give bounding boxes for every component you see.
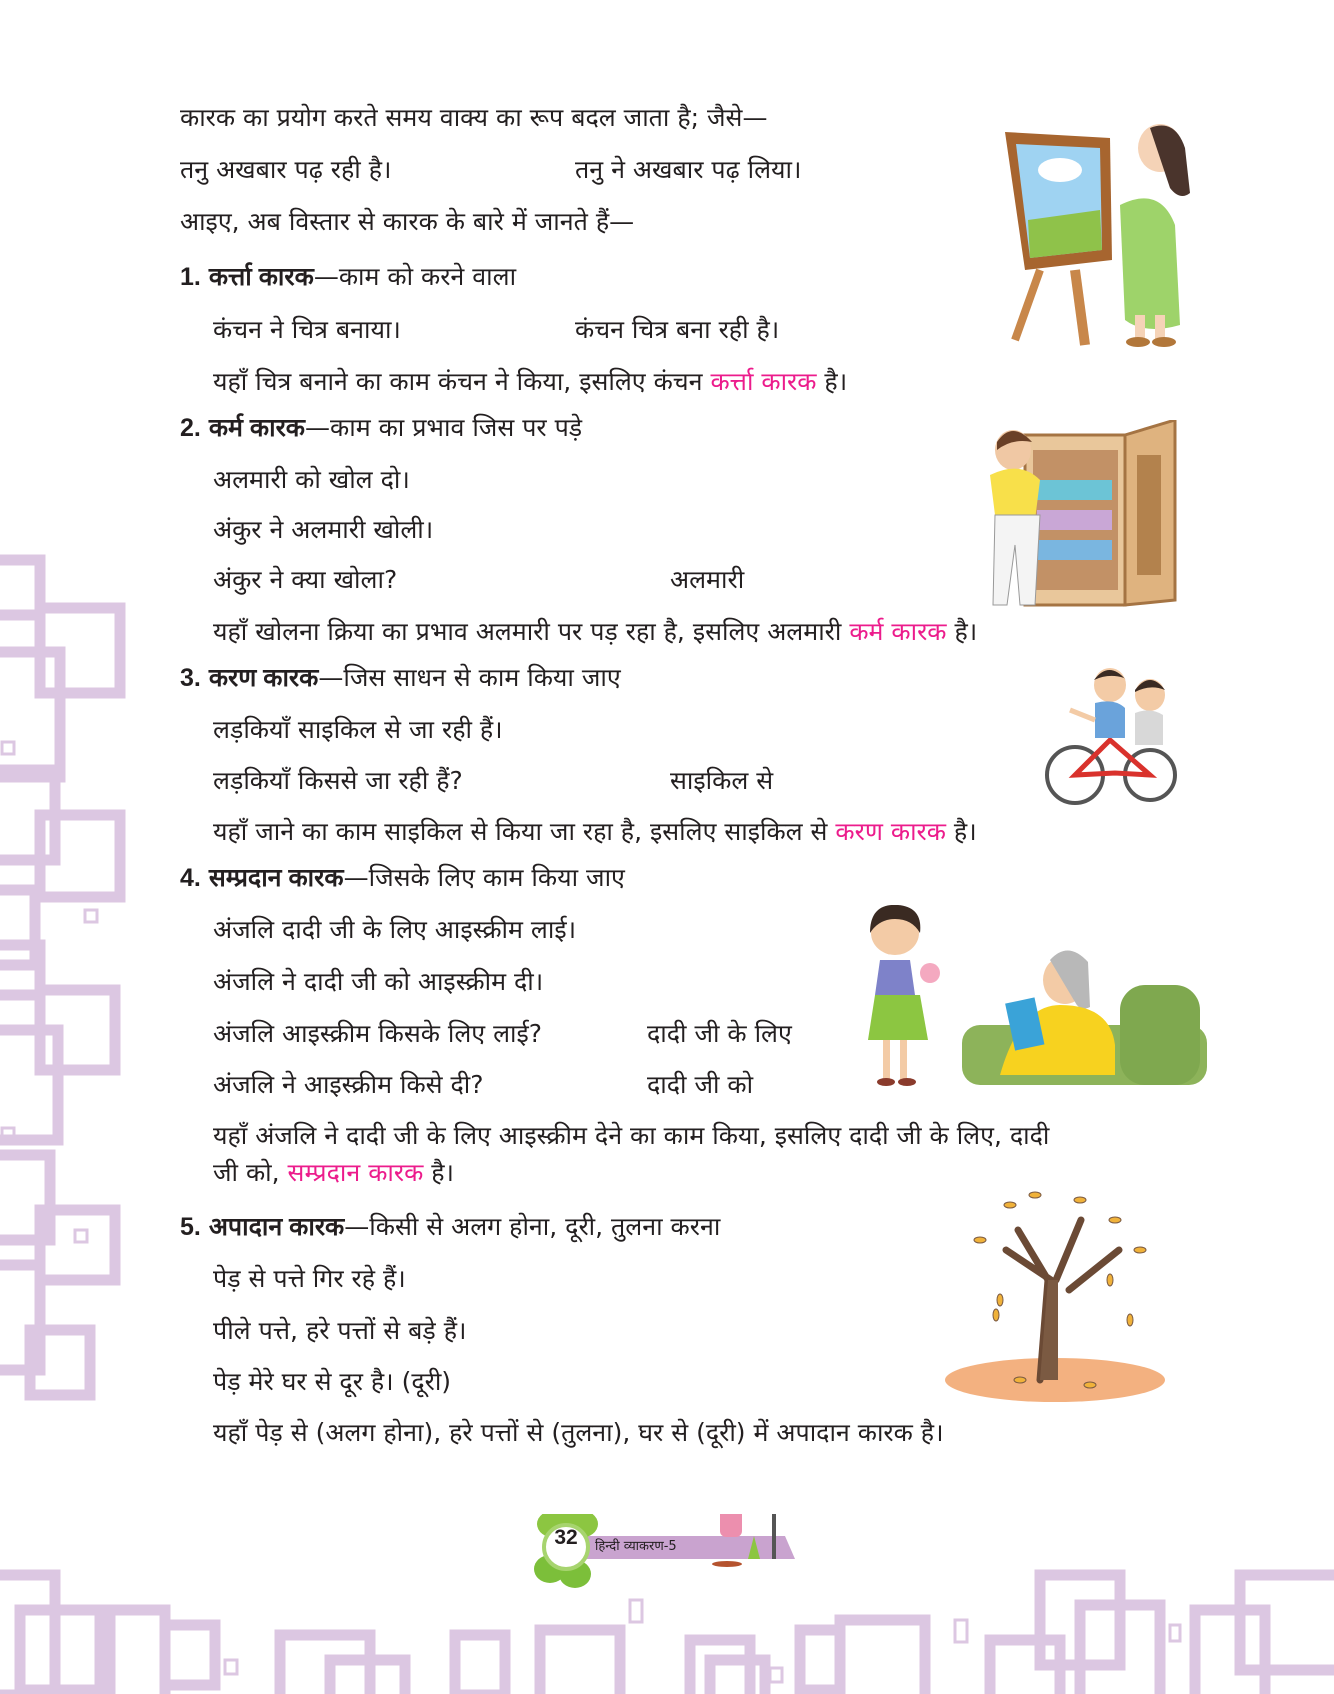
section-number: 2. <box>180 414 201 442</box>
section-title: कर्म कारक <box>208 414 306 442</box>
section-definition: —काम का प्रभाव जिस पर पड़े <box>305 413 583 442</box>
example-line: अंकुर ने अलमारी खोली। <box>213 515 434 544</box>
page-number: 32 <box>554 1526 578 1549</box>
section-heading-karta <box>180 261 516 293</box>
section-title: कर्त्ता कारक <box>208 263 314 291</box>
example-line: पेड़ से पत्ते गिर रहे हैं। <box>213 1264 406 1293</box>
explanation: यहाँ चित्र बनाने का काम कंचन ने किया, इसलिए कंचन कर्त्ता कारक है। <box>213 367 848 396</box>
girl-giving-icecream-illustration <box>850 905 1210 1105</box>
explanation-line-2: जी को, सम्प्रदान कारक है। <box>213 1158 455 1187</box>
explanation-line-1: यहाँ अंजलि ने दादी जी के लिए आइस्क्रीम देने का काम किया, इसलिए दादी जी के लिए, दादी <box>213 1121 1050 1150</box>
section-heading-karma <box>180 412 582 444</box>
section-definition: —किसी से अलग होना, दूरी, तुलना करना <box>344 1212 721 1241</box>
section-number: 1. <box>180 263 201 291</box>
section-definition: —काम को करने वाला <box>313 262 517 291</box>
explanation: यहाँ पेड़ से (अलग होना), हरे पत्तों से (तुलना), घर से (दूरी) में अपादान कारक है। <box>213 1418 944 1447</box>
answer: दादी जी के लिए <box>647 1019 792 1048</box>
page-footer <box>520 1514 820 1594</box>
example-left: कंचन ने चित्र बनाया। <box>213 315 401 344</box>
section-definition: —जिस साधन से काम किया जाए <box>318 663 621 692</box>
intro-example-right: तनु ने अखबार पढ़ लिया। <box>575 155 802 184</box>
explanation: यहाँ खोलना क्रिया का प्रभाव अलमारी पर पड़ रहा है, इसलिए अलमारी कर्म कारक है। <box>213 617 978 646</box>
section-heading-karan <box>180 662 621 694</box>
girl-painting-illustration <box>1000 110 1190 350</box>
example-line: लड़कियाँ साइकिल से जा रही हैं। <box>213 715 503 744</box>
question: अंकुर ने क्या खोला? <box>213 565 398 594</box>
example-line: अलमारी को खोल दो। <box>213 465 410 494</box>
tree-falling-leaves-illustration <box>940 1180 1170 1405</box>
section-number: 5. <box>180 1213 201 1241</box>
highlight-term: कर्त्ता कारक <box>710 367 817 396</box>
section-number: 4. <box>180 864 201 892</box>
example-line: अंजलि ने दादी जी को आइस्क्रीम दी। <box>213 967 544 996</box>
intro-transition: आइए, अब विस्तार से कारक के बारे में जानते हैं— <box>180 207 635 236</box>
highlight-term: सम्प्रदान कारक <box>287 1158 424 1187</box>
highlight-term: कर्म कारक <box>849 617 947 646</box>
section-title: अपादान कारक <box>208 1213 345 1241</box>
question: अंजलि ने आइस्क्रीम किसे दी? <box>213 1070 484 1099</box>
intro-example-left: तनु अखबार पढ़ रही है। <box>180 155 392 184</box>
highlight-term: करण कारक <box>835 817 946 846</box>
answer: अलमारी <box>670 565 745 594</box>
book-title: हिन्दी व्याकरण-5 <box>595 1539 677 1554</box>
section-heading-sampradan <box>180 862 625 894</box>
intro-line: कारक का प्रयोग करते समय वाक्य का रूप बदल जाता है; जैसे— <box>180 103 768 132</box>
girls-on-bicycle-illustration <box>1040 665 1200 810</box>
section-definition: —जिसके लिए काम किया जाए <box>343 863 625 892</box>
answer: दादी जी को <box>647 1070 754 1099</box>
question: लड़कियाँ किससे जा रही हैं? <box>213 766 463 795</box>
example-line: पीले पत्ते, हरे पत्तों से बड़े हैं। <box>213 1316 467 1345</box>
boy-opening-cupboard-illustration <box>975 420 1195 620</box>
explanation: यहाँ जाने का काम साइकिल से किया जा रहा है, इसलिए साइकिल से करण कारक है। <box>213 817 977 846</box>
example-line: पेड़ मेरे घर से दूर है। (दूरी) <box>213 1367 452 1396</box>
example-right: कंचन चित्र बना रही है। <box>575 315 780 344</box>
section-number: 3. <box>180 664 201 692</box>
example-line: अंजलि दादी जी के लिए आइस्क्रीम लाई। <box>213 915 577 944</box>
section-title: सम्प्रदान कारक <box>208 864 344 892</box>
section-heading-apadan <box>180 1211 720 1243</box>
answer: साइकिल से <box>670 766 774 795</box>
section-title: करण कारक <box>208 664 319 692</box>
question: अंजलि आइस्क्रीम किसके लिए लाई? <box>213 1019 543 1048</box>
